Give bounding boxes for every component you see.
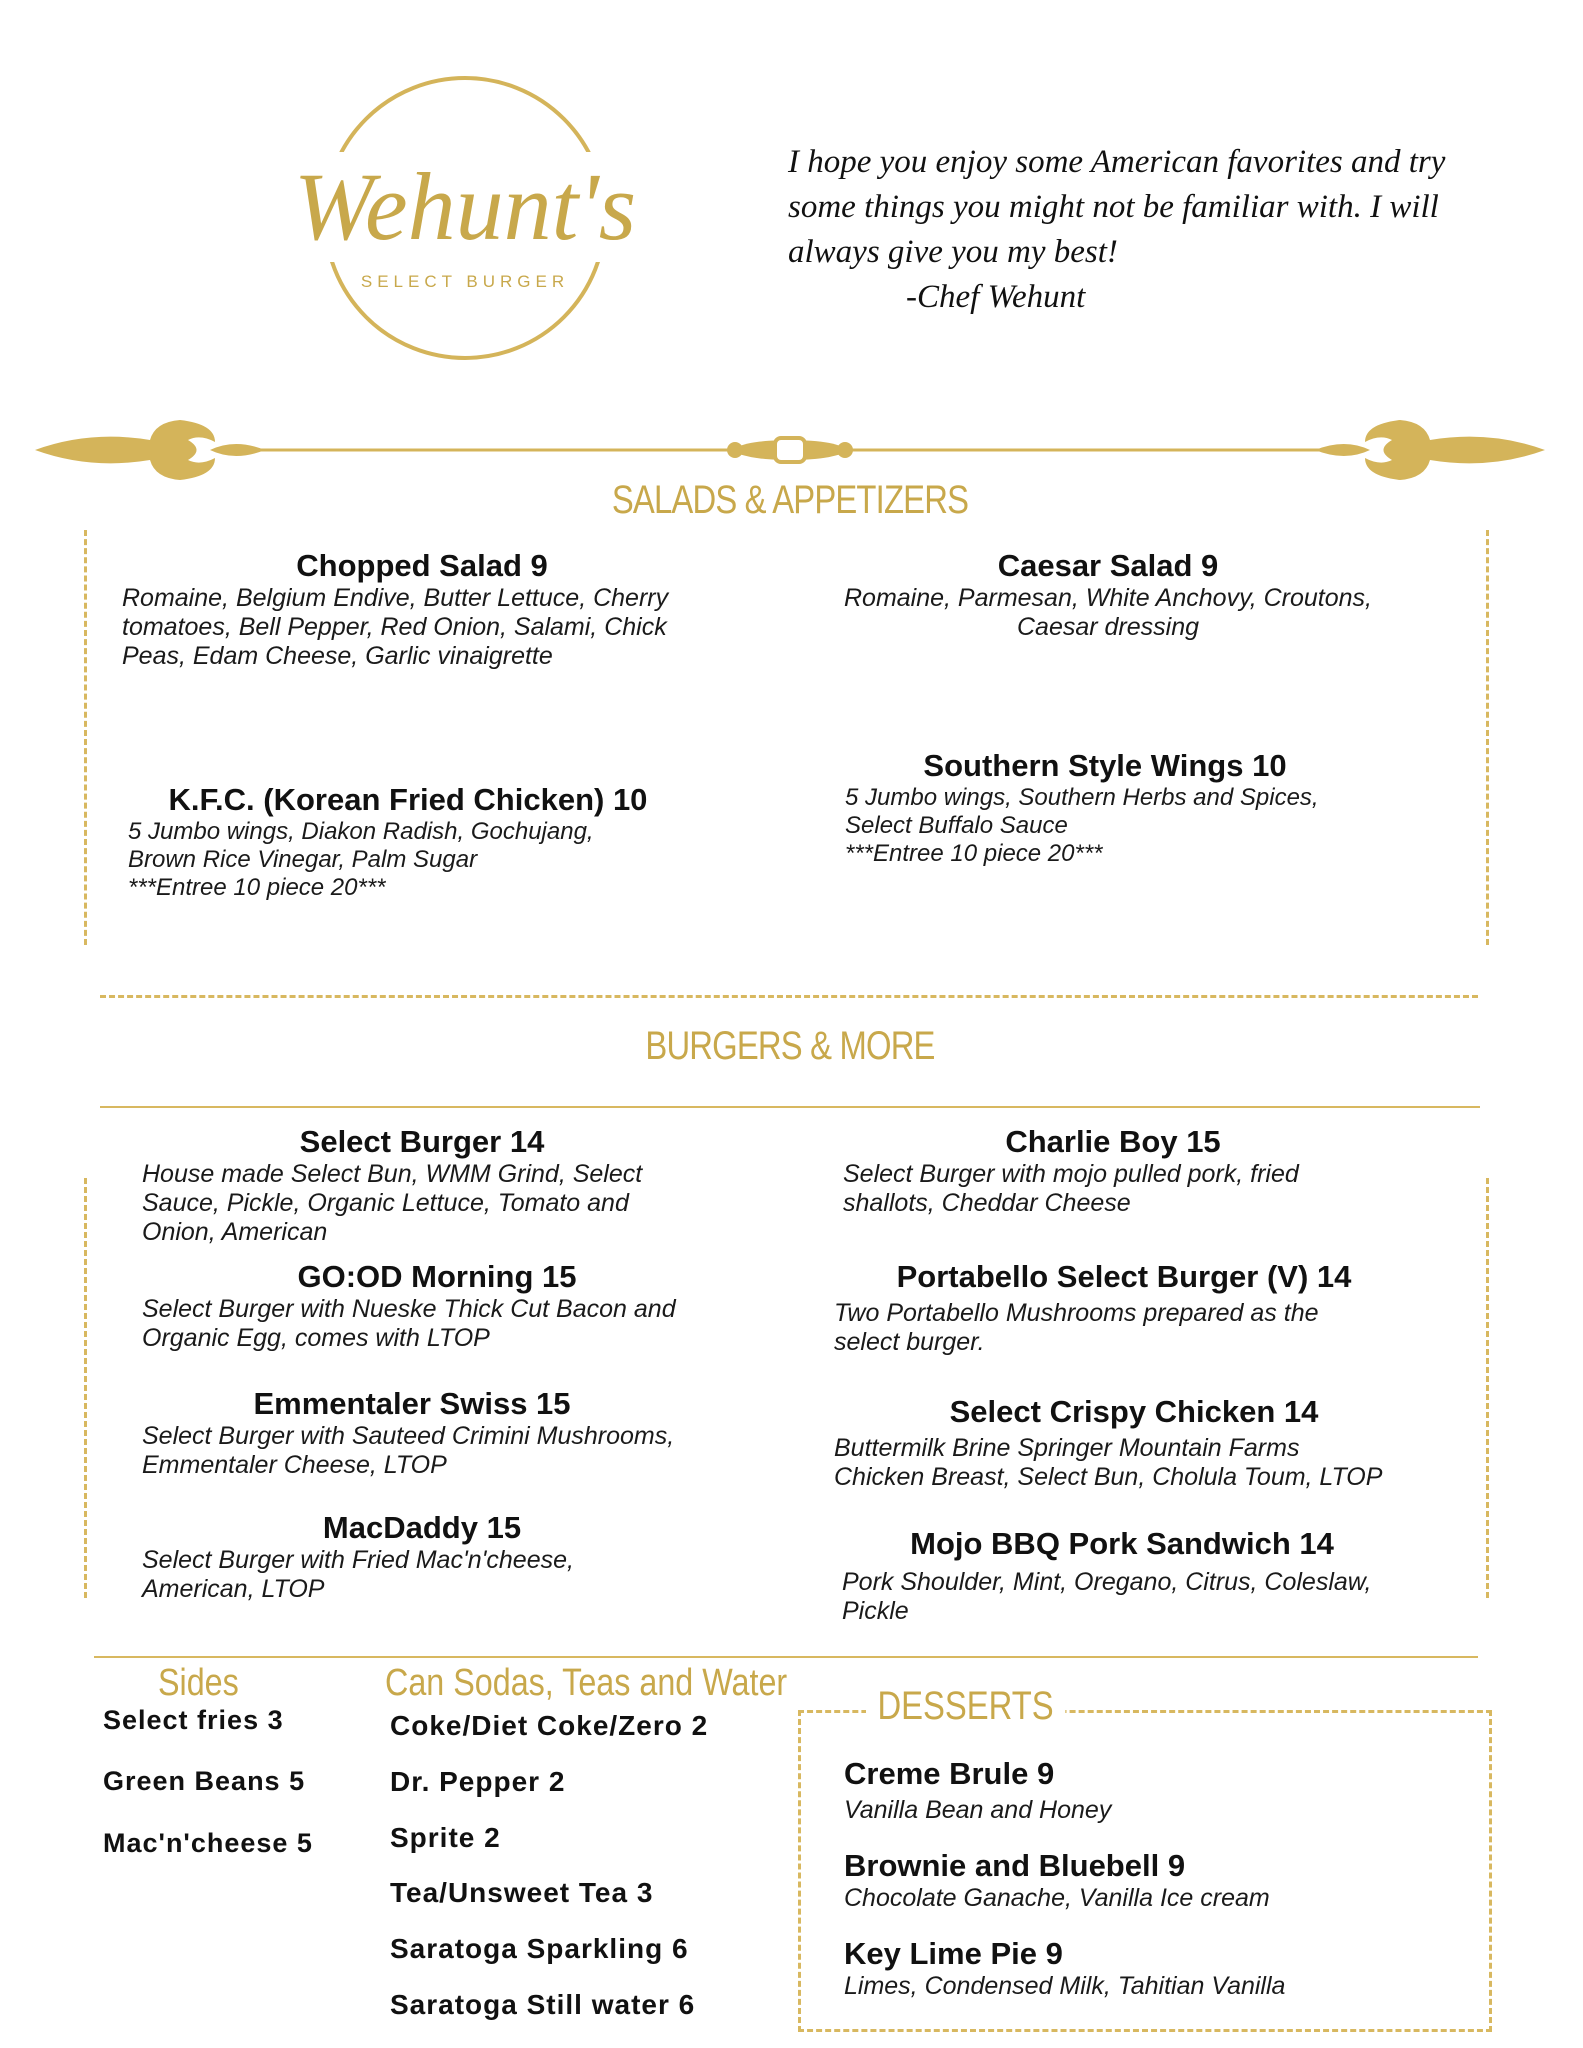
item-name: MacDaddy 15 xyxy=(322,1510,522,1545)
menu-item-charlie-boy xyxy=(843,1124,1463,1218)
drink-item: Saratoga Still water 6 xyxy=(390,1989,696,2020)
dessert-key-lime xyxy=(844,1936,1464,2001)
burgers-right-border xyxy=(1486,1178,1489,1598)
quote-signature: -Chef Wehunt xyxy=(906,279,1086,315)
menu-item-macdaddy xyxy=(142,1510,782,1604)
burgers-top-line xyxy=(100,1106,1480,1108)
section-title-drinks: Can Sodas, Teas and Water xyxy=(385,1662,788,1704)
item-name: Select Burger 14 xyxy=(299,1124,545,1159)
chef-quote xyxy=(788,140,1528,320)
menu-item-chopped-salad xyxy=(122,548,762,671)
menu-item-emmentaler xyxy=(142,1386,782,1480)
salads-left-border xyxy=(84,530,87,945)
logo-script: Wehunt's xyxy=(245,152,685,262)
menu-item-good-morning xyxy=(142,1259,782,1353)
item-name: Charlie Boy 15 xyxy=(1005,1124,1221,1159)
item-name: Select Crispy Chicken 14 xyxy=(949,1394,1319,1429)
section-title-salads: SALADS & APPETIZERS xyxy=(611,478,969,522)
section-title-desserts: DESSERTS xyxy=(866,1684,1065,1729)
item-name: Southern Style Wings 10 xyxy=(923,748,1287,783)
item-desc: Romaine, Parmesan, White Anchovy, Croutons, Caesar dressing xyxy=(843,584,1372,641)
drink-item: Saratoga Sparkling 6 xyxy=(390,1933,689,1964)
item-desc: 5 Jumbo wings, Diakon Radish, Gochujang, Brown Rice Vinegar, Palm Sugar ***Entree 10 piece 20*** xyxy=(128,818,594,901)
item-desc: Select Burger with Nueske Thick Cut Bacon and Organic Egg, comes with LTOP xyxy=(142,1295,676,1352)
drink-item: Tea/Unsweet Tea 3 xyxy=(390,1877,654,1908)
drink-item: Coke/Diet Coke/Zero 2 xyxy=(390,1710,709,1741)
quote-line-1: I hope you enjoy some American favorites and try xyxy=(788,144,1446,180)
menu-item-southern-wings xyxy=(845,748,1465,868)
side-item: Green Beans 5 xyxy=(103,1766,306,1796)
item-desc: Select Burger with mojo pulled pork, fried shallots, Cheddar Cheese xyxy=(843,1160,1299,1217)
item-name: Emmentaler Swiss 15 xyxy=(253,1386,571,1421)
section-title-sides: Sides xyxy=(158,1662,239,1704)
logo xyxy=(245,52,685,382)
item-desc: Limes, Condensed Milk, Tahitian Vanilla xyxy=(844,1972,1286,2000)
item-name: Caesar Salad 9 xyxy=(997,548,1219,583)
side-item: Select fries 3 xyxy=(103,1705,284,1735)
side-item: Mac'n'cheese 5 xyxy=(103,1828,313,1858)
dessert-brownie xyxy=(844,1848,1464,1913)
drink-item: Dr. Pepper 2 xyxy=(390,1766,566,1797)
item-name: Chopped Salad 9 xyxy=(296,548,548,583)
section-title-burgers: BURGERS & MORE xyxy=(645,1024,935,1068)
item-desc: Select Burger with Sauteed Crimini Mushrooms, Emmentaler Cheese, LTOP xyxy=(142,1422,675,1479)
item-name: Portabello Select Burger (V) 14 xyxy=(896,1259,1352,1294)
item-name: Brownie and Bluebell 9 xyxy=(844,1848,1186,1883)
item-desc: Pork Shoulder, Mint, Oregano, Citrus, Coleslaw, Pickle xyxy=(842,1568,1372,1625)
menu-item-select-burger xyxy=(142,1124,762,1247)
item-desc: Two Portabello Mushrooms prepared as the select burger. xyxy=(834,1299,1319,1356)
item-name: Creme Brule 9 xyxy=(844,1756,1055,1791)
quote-line-3: always give you my best! xyxy=(788,234,1118,270)
item-desc: Buttermilk Brine Springer Mountain Farms Chicken Breast, Select Bun, Cholula Toum, LTOP xyxy=(834,1434,1383,1491)
menu-item-caesar-salad xyxy=(808,548,1428,642)
menu-item-kfc xyxy=(128,782,768,902)
item-name: K.F.C. (Korean Fried Chicken) 10 xyxy=(168,782,648,817)
item-desc: House made Select Bun, WMM Grind, Select Sauce, Pickle, Organic Lettuce, Tomato and Onion, American xyxy=(142,1160,643,1246)
item-desc: Vanilla Bean and Honey xyxy=(844,1796,1112,1824)
quote-line-2: some things you might not be familiar with. I will xyxy=(788,189,1439,225)
item-desc: Select Burger with Fried Mac'n'cheese, American, LTOP xyxy=(142,1546,574,1603)
burgers-left-border xyxy=(84,1178,87,1598)
menu-item-crispy-chicken xyxy=(834,1394,1474,1492)
item-name: Mojo BBQ Pork Sandwich 14 xyxy=(910,1526,1334,1561)
item-name: GO:OD Morning 15 xyxy=(297,1259,577,1294)
salads-bottom-border xyxy=(100,995,1478,998)
salads-right-border xyxy=(1486,530,1489,945)
burgers-bottom-line xyxy=(94,1656,1478,1658)
menu-item-mojo-bbq xyxy=(842,1526,1482,1626)
menu-item-portabello xyxy=(834,1259,1474,1357)
item-desc: 5 Jumbo wings, Southern Herbs and Spices, Select Buffalo Sauce ***Entree 10 piece 20*** xyxy=(845,784,1319,867)
item-desc: Chocolate Ganache, Vanilla Ice cream xyxy=(844,1884,1270,1912)
drink-item: Sprite 2 xyxy=(390,1822,501,1853)
item-desc: Romaine, Belgium Endive, Butter Lettuce, Cherry tomatoes, Bell Pepper, Red Onion, Salami, Chick Peas, Edam Cheese, Garlic vinaigrette xyxy=(122,584,669,670)
item-name: Key Lime Pie 9 xyxy=(844,1936,1063,1971)
dessert-creme-brule xyxy=(844,1756,1464,1825)
logo-subtitle: SELECT BURGER xyxy=(360,272,570,291)
